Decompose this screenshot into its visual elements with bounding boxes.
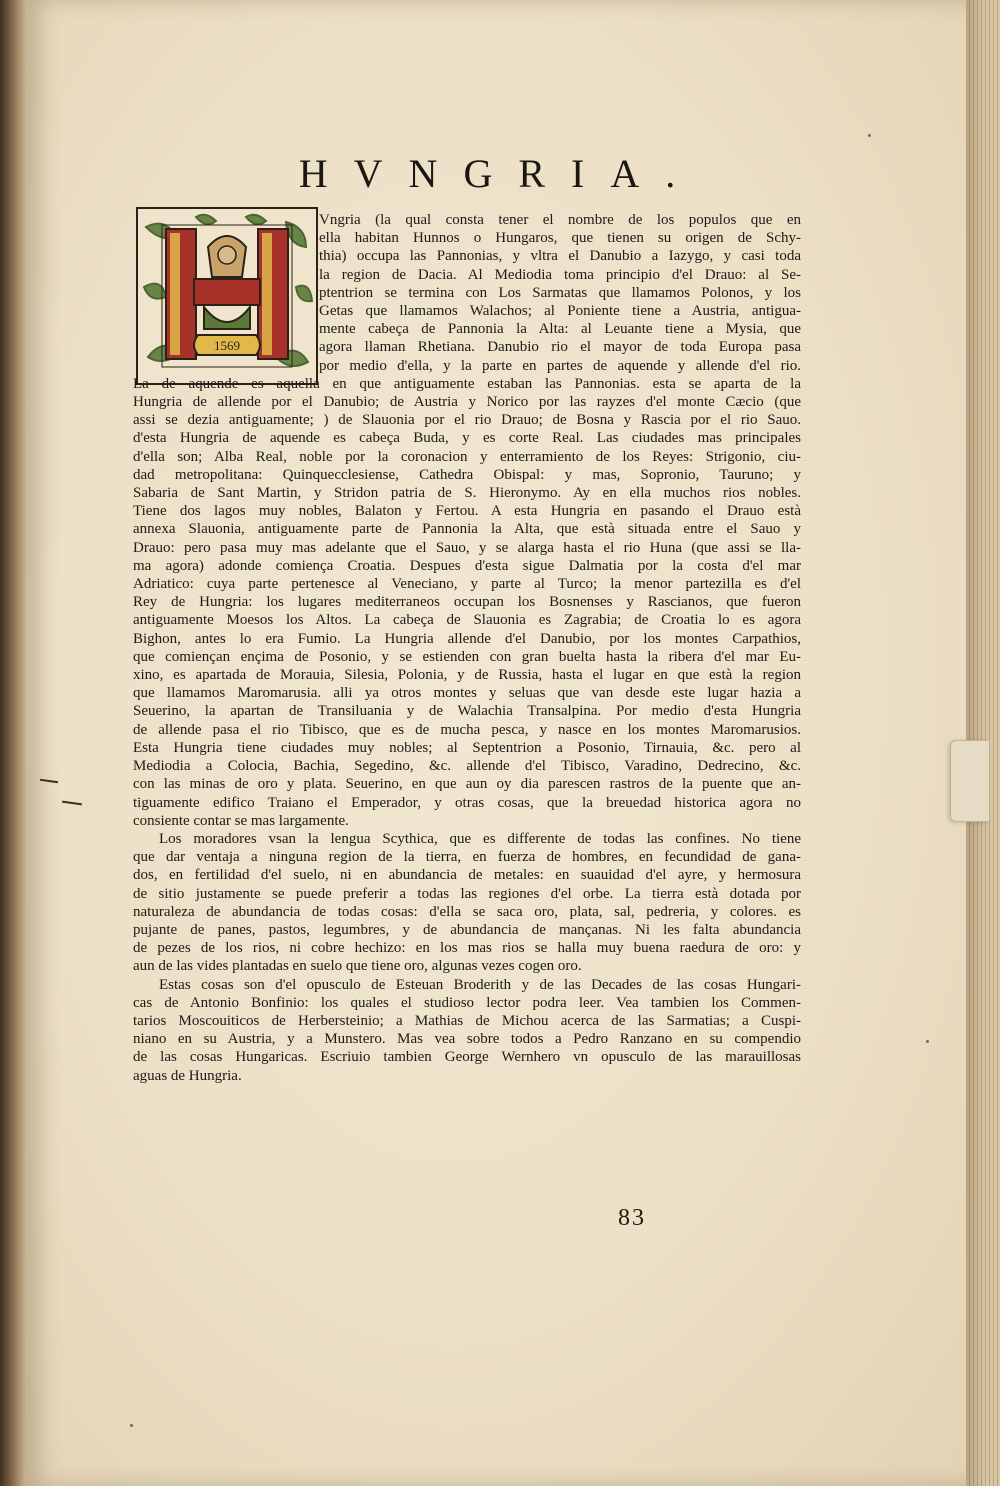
text-line: Rey de Hungria: los lugares mediterraneos occupan los Bosnenses y Rascianos, que fueron [133,594,801,611]
text-line: ma agora) adonde comiença Croatia. Despues d'esta sigue Dalmatia por la costa d'el mar [133,557,801,574]
paragraph-2 [133,830,801,976]
text-line: de pezes de los rios, ni cobre hechizo: en los mas rios se halla muy buena raedura de oro: y [133,940,801,957]
page-title: HVNGRIA. [298,151,702,196]
text-line: aun de las vides plantadas en suelo que tiene oro, algunas vezes cogen oro. [133,958,582,975]
text-line: aguas de Hungria. [133,1067,242,1084]
text-line: cas de Antonio Bonfinio: los quales el studioso lector podra leer. Vea tambien los Commen- [133,994,801,1011]
text-line: La de aquende es aquella en que antiguamente estaban las Pannonias. esta se aparta de la [133,375,801,392]
page-number: 83 [618,1205,646,1231]
paper-speck [130,1424,133,1427]
text-line: de sitio justamente se puede preferir a todas las regiones d'el orbe. La tierra està dotada por [133,885,801,902]
initial-date-label: 1569 [214,338,240,353]
text-line: de las cosas Hungaricas. Escriuio tambien George Wernhero vn opusculo de las marauillosas [133,1049,801,1066]
text-line: Bighon, antes lo era Fumio. La Hungria allende d'el Danubio, por los montes Carpathios, [133,630,801,647]
text-line: Los moradores vsan la lengua Scythica, que es differente de todas las confines. No tiene [159,830,801,847]
text-line: dad metropolitana: Quinquecclesiense, Cathedra Obispal: y mas, Sopronio, Taurunо; y [133,466,801,483]
text-line: thia) occupa las Pannonias, y vltra el Danubio a Iazygo, y casi toda [319,248,801,265]
text-line: d'esta Hungria de aquende es cabeça Buda, y es corte Real. Las ciudades mas principales [133,430,801,447]
text-line: por medio d'ella, y la parte en partes de aquende y allende d'el rio. [319,357,801,374]
text-line: Hungria de allende por el Danubio; de Austria y Norico por las rayzes d'el monte Cæcio (que [133,394,801,411]
text-line: de allende pasa el rio Tibisco, que es de mucha pesca, y nasce en los montes Maromarusios. [133,721,801,738]
text-line: Vngria (la qual consta tener el nombre de los populos que en [319,212,801,228]
text-line: d'ella son; Alba Real, noble por la coronacion y enterramiento de los Reyes: Strigonio, ciu- [133,448,801,465]
text-line: Esta Hungria tiene ciudades muy nobles; al Septentrion a Posonio, Tirnauia, &c. pero al [133,739,801,756]
text-line: agora llaman Rhetiana. Danubio rio el mayor de toda Europa pasa [319,339,801,356]
text-line: niano en su Austria, y a Munstero. Mas vea sobre todos a Pedro Ranzano en su compendio [133,1031,801,1048]
text-line: Mediodia a Colocia, Bachia, Segedino, &c. allende d'el Tibisco, Varadino, Dedrecino, &c. [133,758,801,775]
text-line: tarios Moscouiticos de Herbersteinio; a Mathias de Michou acerca de las Sarmatias; a Cuspi- [133,1012,801,1029]
page-clip-tab [950,740,990,822]
text-line: assi se dezia antiguamente; ) de Slauonia por el rio Drauo; de Bosna y Rascia por el rio Sauo. [133,412,801,429]
body-text [133,211,801,1085]
text-line: Estas cosas son d'el opusculo de Esteuan Broderith y de las Decades de las cosas Hungari- [159,976,801,993]
text-line: Drauo: pero pasa muy mas adelante que el Sauo, y se alarga hasta el rio Huna (que assi se lla- [133,539,801,556]
text-line: la region de Dacia. Al Mediodia toma principio d'el Drauo: al Se- [319,266,801,283]
text-line: dos, en fertilidad d'el suelo, ni en abundancia de metales: en suauidad d'el ayre, y hermosura [133,867,801,884]
text-line: con las minas de oro y plata. Seuerino, en que aun oy dia parescen rastros de la puente que an- [133,776,801,793]
paper-speck [926,1040,929,1043]
text-line: Sabaria de Sant Martin, y Stridon patria de S. Hieronymo. Ay en ella muchos rios nobles. [133,485,801,502]
text-line: antiguamente Moesos los Altos. La cabeça de Slauonia es Zagrabia; de Croatia lo es agora [133,612,801,629]
text-line: naturaleza de abundancia de todas cosas: d'ella se saca oro, plata, sal, pedreria, y colores. es [133,903,801,920]
text-line: Seuerino, la apartan de Transiluania y de Walachia Transalpina. Por medio d'esta Hungria [133,703,801,720]
text-line: ella habitan Hunnos o Hungaros, que tienen su origen de Schy- [319,230,801,247]
paragraph-1 [133,211,801,830]
text-line: Adriatico: cuya parte pertenesce al Veneciano, y parte al Turco; la menor partezilla es d'el [133,576,801,593]
paper-speck [868,134,871,137]
text-line: xino, es apartada de Morauia, Silesia, Polonia, y de Russia, hasta el lugar en que està la region [133,667,801,684]
text-line: Getas que llamamos Walachos; al Poniente tiene a Austria, antigua- [319,303,801,320]
text-line: que dar ventaja a ninguna region de la tierra, en fuerza de hombres, en fecundidad de gana- [133,849,801,866]
text-line: ptentrion se termina con Los Sarmatas que llamamos Polonos, y los [319,284,801,301]
text-line: tiguamente edifico Traiano el Emperador, y otras cosas, que la breuedad historica agora no [133,794,801,811]
text-line: mente cabeça de Pannonia la Alta: al Leuante tiene a Mysia, que [319,321,801,338]
text-line: consiente contar se mas largamente. [133,812,349,829]
text-line: que llamamos Maromarusia. alli ya otros montes y seluas que van desde este lugar hazia a [133,685,801,702]
text-line: pujante de panes, pastos, legumbres, y de abundancia de mançanas. Ni les falta abundancia [133,921,801,938]
paragraph-3 [133,976,801,1085]
text-line: annexa Slauonia, antiguamente parte de Pannonia la Alta, que està situada entre el Sauo y [133,521,801,538]
text-line: Tiene dos lagos muy nobles, Balaton y Fertou. A esta Hungria en pasando el Drauo està [133,503,801,520]
text-line: que comiençan ençima de Posonio, y se estienden con gran buelta hasta la ribera d'el mar Eu- [133,648,801,665]
